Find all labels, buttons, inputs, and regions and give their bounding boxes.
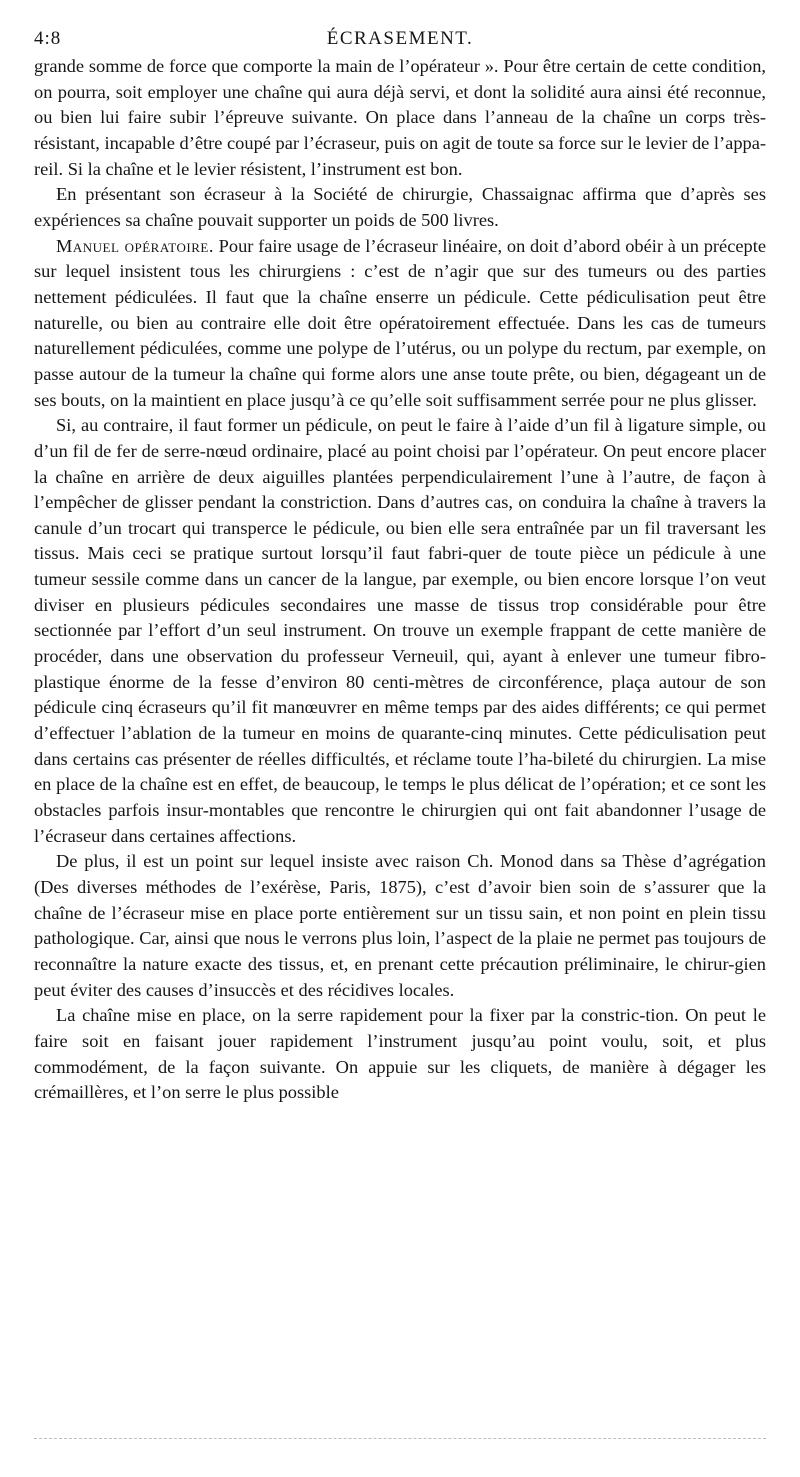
- section-heading: Manuel opératoire.: [56, 235, 214, 256]
- paragraph-continuation: grande somme de force que comporte la main de l’opérateur ». Pour être certain de cette condition, on pourra, soit employer une chaîne qui aura déjà servi, et dont la solidité aura ainsi été reconnue, ou bien lui faire subir l’épreuve suivante. On place dans l’anneau de la chaîne un corps très-résistant, incapable d’être coupé par l’écraseur, puis on agit de toute sa force sur le levier de l’appa-reil. Si la chaîne et le levier résistent, l’instrument est bon.: [34, 56, 767, 179]
- running-head: [34, 24, 766, 54]
- book-page: [34, 24, 766, 1106]
- body-text: [34, 54, 766, 1106]
- paragraph-pedicule: Si, au contraire, il faut former un pédicule, on peut le faire à l’aide d’un fil à ligature simple, ou d’un fil de fer de serre-nœud ordinaire, placé au point choisi par l’opérateur. On peut encore placer la chaîne en arrière de deux aiguilles plantées perpendiculairement l’une à l’autre, de façon à l’empêcher de glisser pendant la constriction. Dans d’autres cas, on conduira la chaîne à travers la canule d’un trocart qui transperce le pédicule, ou bien elle sera entraînée par un fil traversant les tissus. Mais ceci se pratique surtout lorsqu’il faut fabri-quer de toute pièce un pédicule à une tumeur sessile comme dans un cancer de la langue, par exemple, ou bien encore lorsque l’on veut diviser en plusieurs pédicules secondaires une masse de tissus trop considérable pour être sectionnée par l’effort d’un seul instrument. On trouve un exemple frappant de cette manière de procéder, dans une observation du professeur Verneuil, qui, ayant à enlever une tumeur fibro-plastique énorme de la fesse d’environ 80 centi-mètres de circonférence, plaça autour de son pédicule cinq écraseurs qu’il fit manœuvrer en même temps par des aides différents; ce qui permet d’effectuer l’ablation de la tumeur en moins de quarante-cinq minutes. Cette pédiculisation peut dans certains cas présenter de réelles difficultés, et réclame toute l’ha-bileté du chirurgien. La mise en place de la chaîne est en effet, de beaucoup, le temps le plus délicat de l’opération; et ce sont les obstacles parfois insur-montables que rencontre le chirurgien qui ont fait abandonner l’usage de l’écraseur dans certaines affections.: [34, 415, 766, 846]
- paragraph-monod: De plus, il est un point sur lequel insiste avec raison Ch. Monod dans sa Thèse d’agrégation (Des diverses méthodes de l’exérèse, Paris, 1875), c’est d’avoir bien soin de s’assurer que la chaîne de l’écraseur mise en place porte entièrement sur un tissu sain, et non point en plein tissu pathologique. Car, ainsi que nous le verrons plus loin, l’aspect de la plaie ne permet pas toujours de reconnaître la nature exacte des tissus, et, en prenant cette précaution préliminaire, le chirur-gien peut éviter des causes d’insuccès et des récidives locales.: [34, 851, 766, 1000]
- footer-rule: [34, 1438, 766, 1439]
- paragraph-constriction: La chaîne mise en place, on la serre rapidement pour la fixer par la constric-tion. On peut le faire soit en faisant jouer rapidement l’instrument jusqu’au point voulu, soit, et plus commodément, de la façon suivante. On appuie sur les cliquets, de manière à dégager les crémaillères, et l’on serre le plus possible: [34, 1005, 766, 1103]
- section-body: Pour faire usage de l’écraseur linéaire, on doit d’abord obéir à un précepte sur lequel insistent tous les chirurgiens : c’est de n’agir que sur des tumeurs ou des parties nettement pédiculées. Il faut que la chaîne enserre un pédicule. Cette pédiculisation peut être naturelle, ou bien au contraire elle doit être opératoirement effectuée. Dans les cas de tumeurs naturellement pédiculées, comme une polype de l’utérus, ou un polype du rectum, par exemple, on passe autour de la tumeur la chaîne qui forme alors une anse toute prête, ou bien, dégageant un de ses bouts, on la maintient en place jusqu’à ce qu’elle soit suffisamment serrée pour ne plus glisser.: [34, 235, 767, 410]
- page-number: 4:8: [34, 28, 62, 49]
- paragraph-chassaignac: En présentant son écraseur à la Société de chirurgie, Chassaignac affirma que d’après ses expériences sa chaîne pouvait supporter un poids de 500 livres.: [34, 184, 766, 230]
- running-title: ÉCRASEMENT.: [326, 28, 474, 49]
- paragraph-manuel-operatoire: [34, 234, 766, 414]
